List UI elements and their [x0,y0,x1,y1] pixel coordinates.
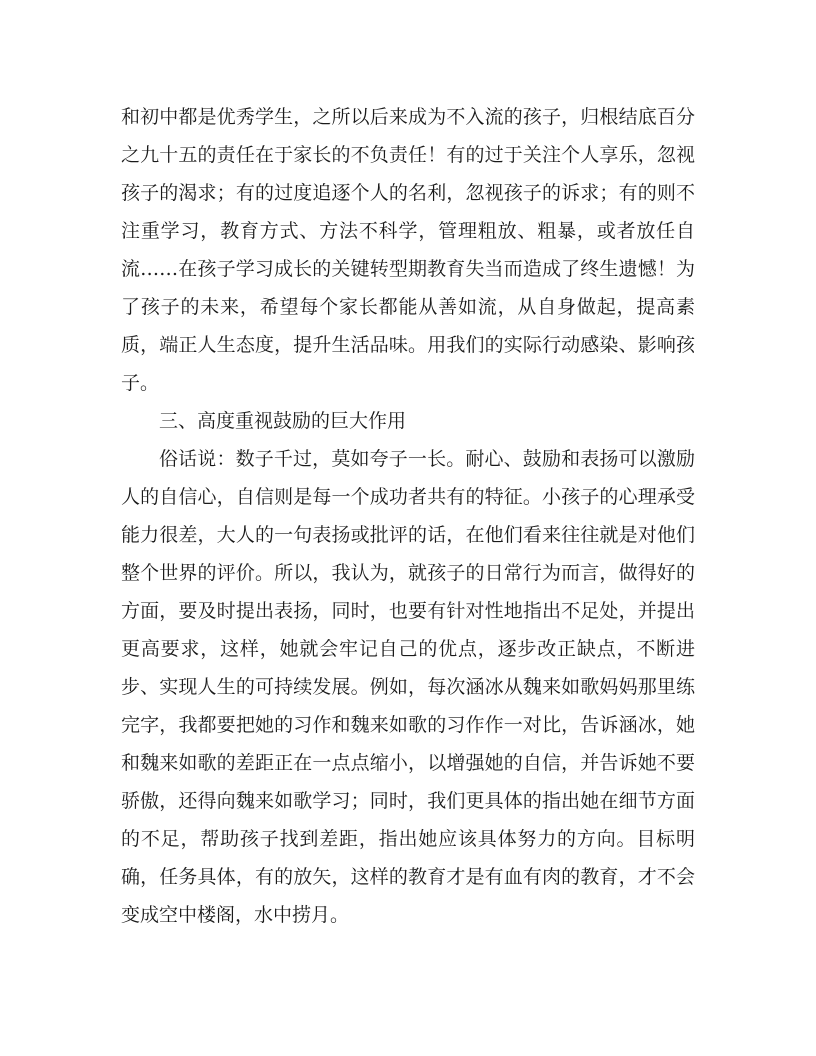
body-paragraph: 和初中都是优秀学生，之所以后来成为不入流的孩子，归根结底百分之九十五的责任在于家长的不负责任！有的过于关注个人享乐，忽视孩子的渴求；有的过度追逐个人的名利，忽视孩子的诉求；有的则不注重学习，教育方式、方法不科学，管理粗放、粗暴，或者放任自流……在孩子学习成长的关键转型期教育失当而造成了终生遗憾！为了孩子的未来，希望每个家长都能从善如流，从自身做起，提高素质，端正人生态度，提升生活品味。用我们的实际行动感染、影响孩子。 [121,106,695,394]
section-paragraph: 俗话说：数子千过，莫如夸子一长。耐心、鼓励和表扬可以激励人的自信心，自信则是每一个成功者共有的特征。小孩子的心理承受能力很差，大人的一句表扬或批评的话，在他们看来往往就是对他们整个世界的评价。所以，我认为，就孩子的日常行为而言，做得好的方面，要及时提出表扬，同时，也要有针对性地指出不足处，并提出更高要求，这样，她就会牢记自己的优点，逐步改正缺点，不断进步、实现人生的可持续发展。例如，每次涵冰从魏来如歌妈妈那里练完字，我都要把她的习作和魏来如歌的习作作一对比，告诉涵冰，她和魏来如歌的差距正在一点点缩小，以增强她的自信，并告诉她不要骄傲，还得向魏来如歌学习；同时，我们更具体的指出她在细节方面的不足，帮助孩子找到差距，指出她应该具体努力的方向。目标明确，任务具体，有的放矢，这样的教育才是有血有肉的教育，才不会变成空中楼阁，水中捞月。 [121,448,695,926]
document-body [121,98,695,934]
section-heading: 三、高度重视鼓励的巨大作用 [159,410,407,432]
